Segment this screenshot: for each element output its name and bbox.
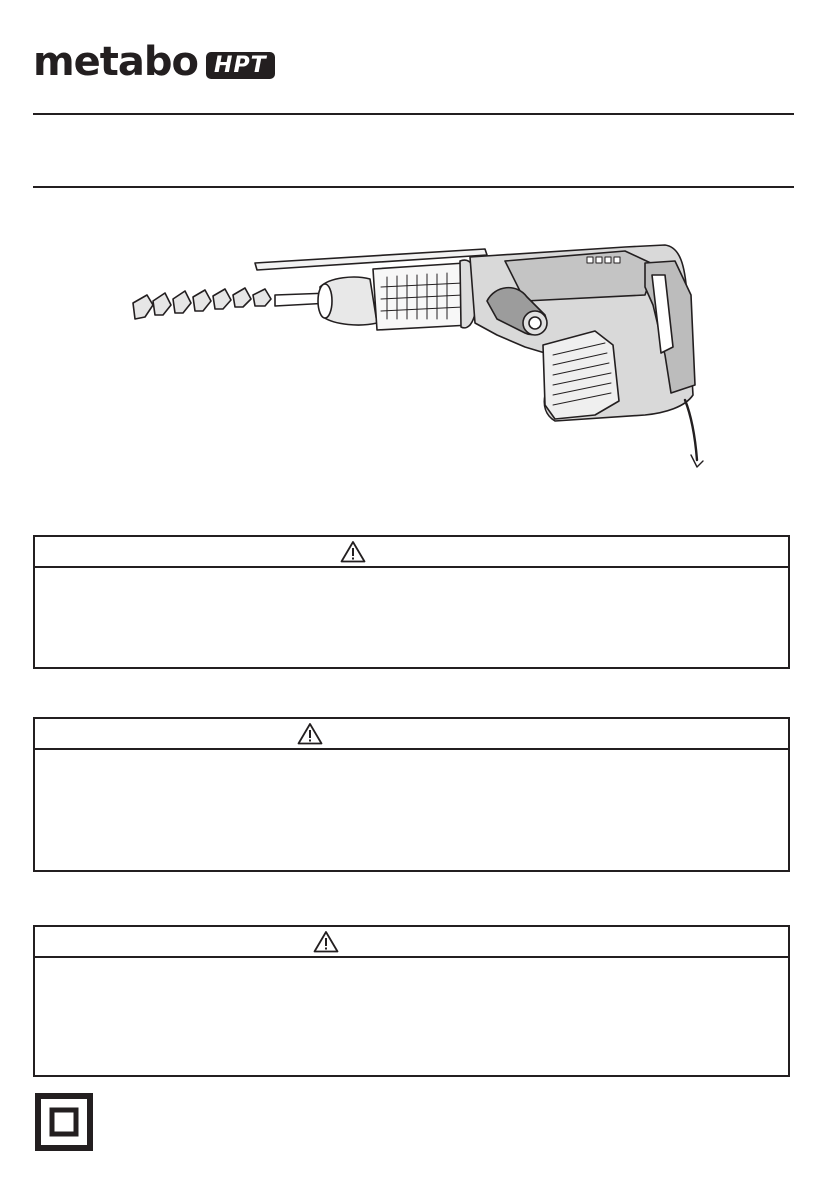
warning-box-body <box>35 568 788 584</box>
rotary-hammer-illustration <box>125 235 705 470</box>
warning-box-body <box>35 750 788 766</box>
warning-box-header <box>35 927 788 958</box>
logo-badge-text: HPT <box>214 52 267 78</box>
warning-triangle-icon <box>313 930 339 953</box>
warning-triangle-icon <box>340 540 366 563</box>
warning-box-header <box>35 537 788 568</box>
logo-badge <box>206 52 275 79</box>
warning-box <box>33 717 790 872</box>
logo-wordmark: metabo <box>33 39 199 85</box>
top-divider <box>33 113 794 115</box>
double-insulation-icon <box>35 1093 93 1151</box>
warning-box <box>33 925 790 1077</box>
brand-logo <box>33 39 275 85</box>
warning-box-header <box>35 719 788 750</box>
warning-box <box>33 535 790 669</box>
warning-triangle-icon <box>297 722 323 745</box>
title-divider <box>33 186 794 188</box>
warning-box-body <box>35 958 788 974</box>
